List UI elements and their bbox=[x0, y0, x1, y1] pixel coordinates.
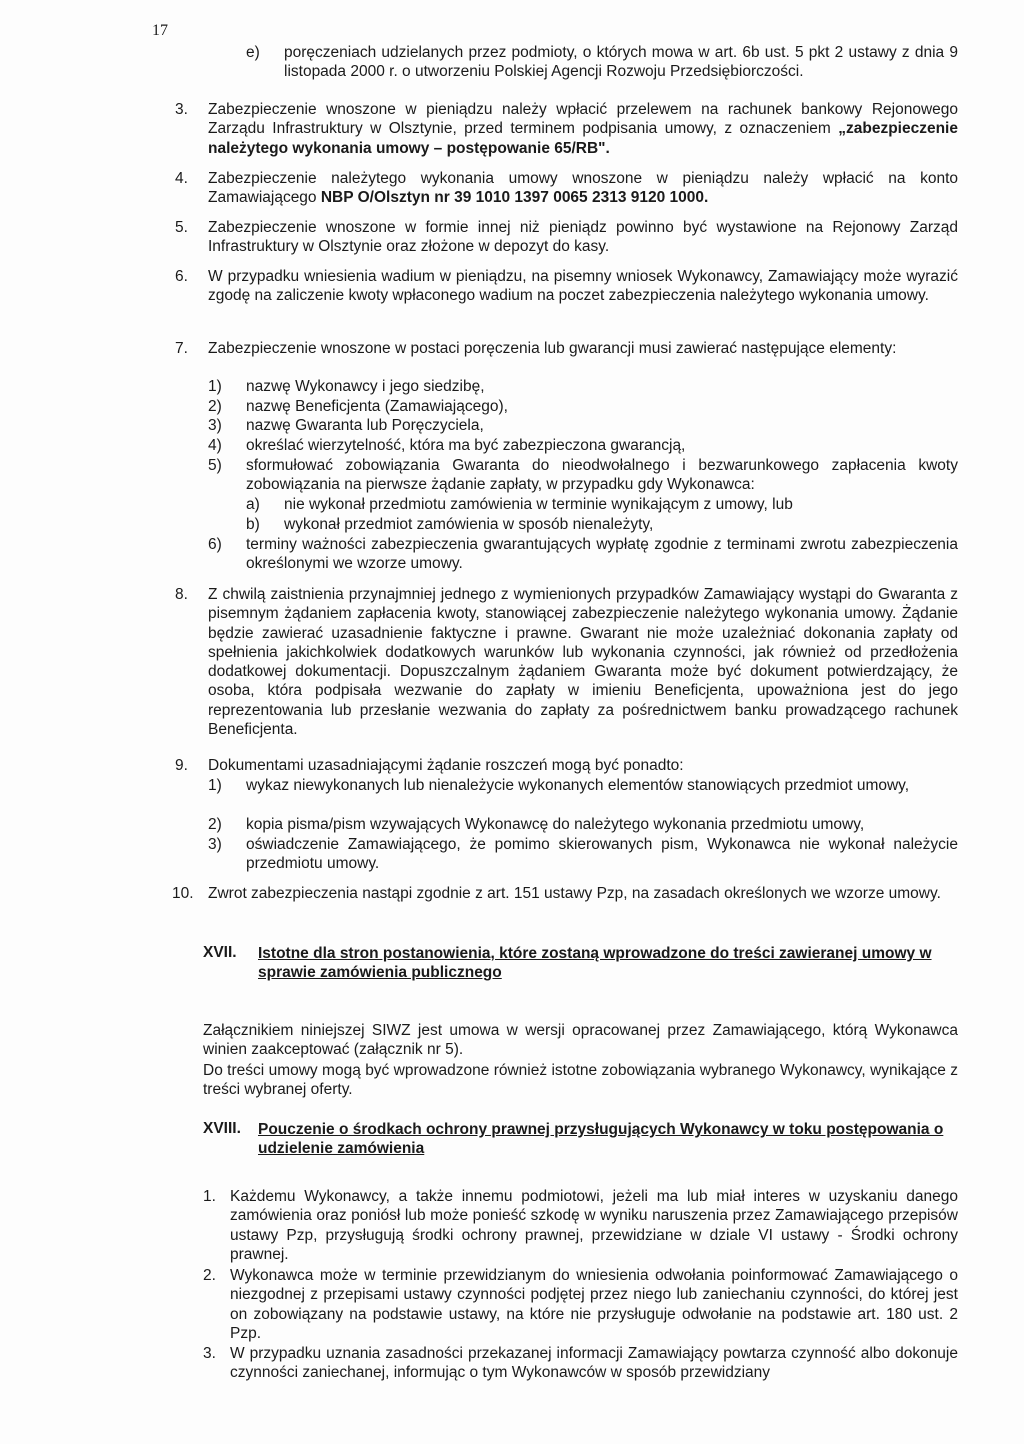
item-text: Zabezpieczenie wnoszone w pieniądzu należy wpłacić przelewem na rachunek bankowy Rejonowego Zarządu Infrastruktury w Olsztynie, przed terminem podpisania umowy, z oznaczeniem „zabezpieczenie należytego wykonania umowy – postępowanie 65/RB". bbox=[208, 101, 958, 157]
sub-number: 4) bbox=[208, 437, 222, 454]
sub-number: 6) bbox=[208, 536, 222, 553]
section-paragraph: Do treści umowy mogą być wprowadzone również istotne zobowiązania wybranego Wykonawcy, wynikające z treści wybranej oferty. bbox=[203, 1062, 958, 1099]
item-text: Zabezpieczenie należytego wykonania umowy wnoszone w pieniądzu należy wpłacić na konto Zamawiającego NBP O/Olsztyn nr 39 1010 1397 0065 2313 9120 1000. bbox=[208, 170, 958, 207]
item-number: 3. bbox=[175, 101, 188, 118]
sub-letter-text: wykonał przedmiot zamówienia w sposób nienależyty, bbox=[284, 516, 654, 533]
item-number: 8. bbox=[175, 586, 188, 603]
item-number: 2. bbox=[203, 1267, 216, 1284]
sub-text: wykaz niewykonanych lub nienależycie wykonanych elementów stanowiących przedmiot umowy, bbox=[246, 777, 910, 794]
item-text: Zwrot zabezpieczenia nastąpi zgodnie z art. 151 ustawy Pzp, na zasadach określonych we wzorze umowy. bbox=[208, 885, 941, 902]
sub-text: nazwę Beneficjenta (Zamawiającego), bbox=[246, 398, 508, 415]
section-title: Pouczenie o środkach ochrony prawnej przysługujących Wykonawcy w toku postępowania o udzielenie zamówienia bbox=[258, 1121, 944, 1157]
sub-text: terminy ważności zabezpieczenia gwarantujących wypłatę zgodnie z terminami zwrotu zabezpieczenia określonymi we wzorze umowy. bbox=[246, 536, 958, 573]
item-number: 3. bbox=[203, 1345, 216, 1362]
item-e-label: e) bbox=[246, 44, 260, 61]
sub-text: nazwę Wykonawcy i jego siedzibę, bbox=[246, 378, 485, 395]
item-text: Wykonawca może w terminie przewidzianym do wniesienia odwołania poinformować Zamawiającego o niezgodnej z przepisami ustawy czynności podjętej przez niego lub zaniechaniu czynności, do której jest on zobowiązany na podstawie ustawy, na które nie przysługuje odwołanie na podstawie art. 180 ust. 2 Pzp. bbox=[230, 1267, 958, 1342]
sub-number: 5) bbox=[208, 457, 222, 474]
sub-number: 3) bbox=[208, 417, 222, 434]
item-number: 9. bbox=[175, 757, 188, 774]
page-number: 17 bbox=[152, 22, 168, 39]
item-number: 4. bbox=[175, 170, 188, 187]
section-paragraph: Załącznikiem niniejszej SIWZ jest umowa w wersji opracowanej przez Zamawiającego, którą Wykonawca winien zaakceptować (załącznik nr 5). bbox=[203, 1022, 958, 1059]
sub-letter: b) bbox=[246, 516, 260, 533]
item-text: Każdemu Wykonawcy, a także innemu podmiotowi, jeżeli ma lub miał interes w uzyskaniu danego zamówienia oraz poniósł lub może ponieść szkodę w wyniku naruszenia przez Zamawiającego przepisów ustawy Pzp, przysługują środki ochrony prawnej, przewidziane w dziale VI ustawy - Środki ochrony prawnej. bbox=[230, 1188, 958, 1263]
sub-text: nazwę Gwaranta lub Poręczyciela, bbox=[246, 417, 484, 434]
item-number: 5. bbox=[175, 219, 188, 236]
sub-text: określać wierzytelność, która ma być zabezpieczona gwarancją, bbox=[246, 437, 686, 454]
item-text: Dokumentami uzasadniającymi żądanie roszczeń mogą być ponadto: bbox=[208, 757, 684, 774]
section-title: Istotne dla stron postanowienia, które zostaną wprowadzone do treści zawieranej umowy w sprawie zamówienia publicznego bbox=[258, 945, 932, 981]
item-text: Zabezpieczenie wnoszone w postaci poręczenia lub gwarancji musi zawierać następujące elementy: bbox=[208, 340, 897, 357]
item-text: Zabezpieczenie wnoszone w formie innej niż pieniądz powinno być wystawione na Rejonowy Zarząd Infrastruktury w Olsztynie oraz złożone w depozyt do kasy. bbox=[208, 219, 958, 256]
sub-number: 2) bbox=[208, 398, 222, 415]
item-e-text: poręczeniach udzielanych przez podmioty, o których mowa w art. 6b ust. 5 pkt 2 ustawy z dnia 9 listopada 2000 r. o utworzeniu Polskiej Agencji Rozwoju Przedsiębiorczości. bbox=[284, 44, 958, 81]
sub-letter: a) bbox=[246, 496, 260, 513]
sub-text: sformułować zobowiązania Gwaranta do nieodwołalnego i bezwarunkowego zapłacenia kwoty zobowiązania na pierwsze żądanie zapłaty, w przypadku gdy Wykonawca: bbox=[246, 457, 958, 494]
sub-letter-text: nie wykonał przedmiotu zamówienia w terminie wynikającym z umowy, lub bbox=[284, 496, 793, 513]
item-number: 10. bbox=[172, 885, 194, 902]
sub-number: 1) bbox=[208, 378, 222, 395]
item-text: W przypadku uznania zasadności przekazanej informacji Zamawiający powtarza czynność albo dokonuje czynności zaniechanej, informując o tym Wykonawców w sposób przewidziany bbox=[230, 1345, 958, 1382]
item-number: 7. bbox=[175, 340, 188, 357]
section-number: XVII. bbox=[203, 944, 237, 961]
sub-text: kopia pisma/pism wzywających Wykonawcę do należytego wykonania przedmiotu umowy, bbox=[246, 816, 865, 833]
item-text: Z chwilą zaistnienia przynajmniej jednego z wymienionych przypadków Zamawiający wystąpi do Gwaranta z pisemnym żądaniem zapłacenia kwoty, stanowiącej zabezpieczenie należytego wykonania umowy. Żądanie będzie zawierać uzasadnienie faktyczne i prawne. Gwarant nie może uzależniać dokonania zapłaty od spełnienia jakichkolwiek dodatkowych warunków lub wykonania czynności, jak również od przedłożenia dodatkowej dokumentacji. Dopuszczalnym żądaniem Gwaranta może być dokument potwierdzający, że osoba, która podpisała wezwanie do zapłaty w imieniu Beneficjenta, upoważniona jest do jego reprezentowania lub przesłanie wezwania do zapłaty za pośrednictwem banku prowadzącego rachunek Beneficjenta. bbox=[208, 586, 958, 739]
item-number: 1. bbox=[203, 1188, 216, 1205]
item-text: W przypadku wniesienia wadium w pieniądzu, na pisemny wniosek Wykonawcy, Zamawiający może wyrazić zgodę na zaliczenie kwoty wpłaconego wadium na poczet zabezpieczenia należytego wykonania umowy. bbox=[208, 268, 958, 305]
item-number: 6. bbox=[175, 268, 188, 285]
sub-number: 1) bbox=[208, 777, 222, 794]
sub-number: 2) bbox=[208, 816, 222, 833]
section-number: XVIII. bbox=[203, 1120, 241, 1137]
sub-number: 3) bbox=[208, 836, 222, 853]
sub-text: oświadczenie Zamawiającego, że pomimo skierowanych pism, Wykonawca nie wykonał należycie przedmiotu umowy. bbox=[246, 836, 958, 873]
